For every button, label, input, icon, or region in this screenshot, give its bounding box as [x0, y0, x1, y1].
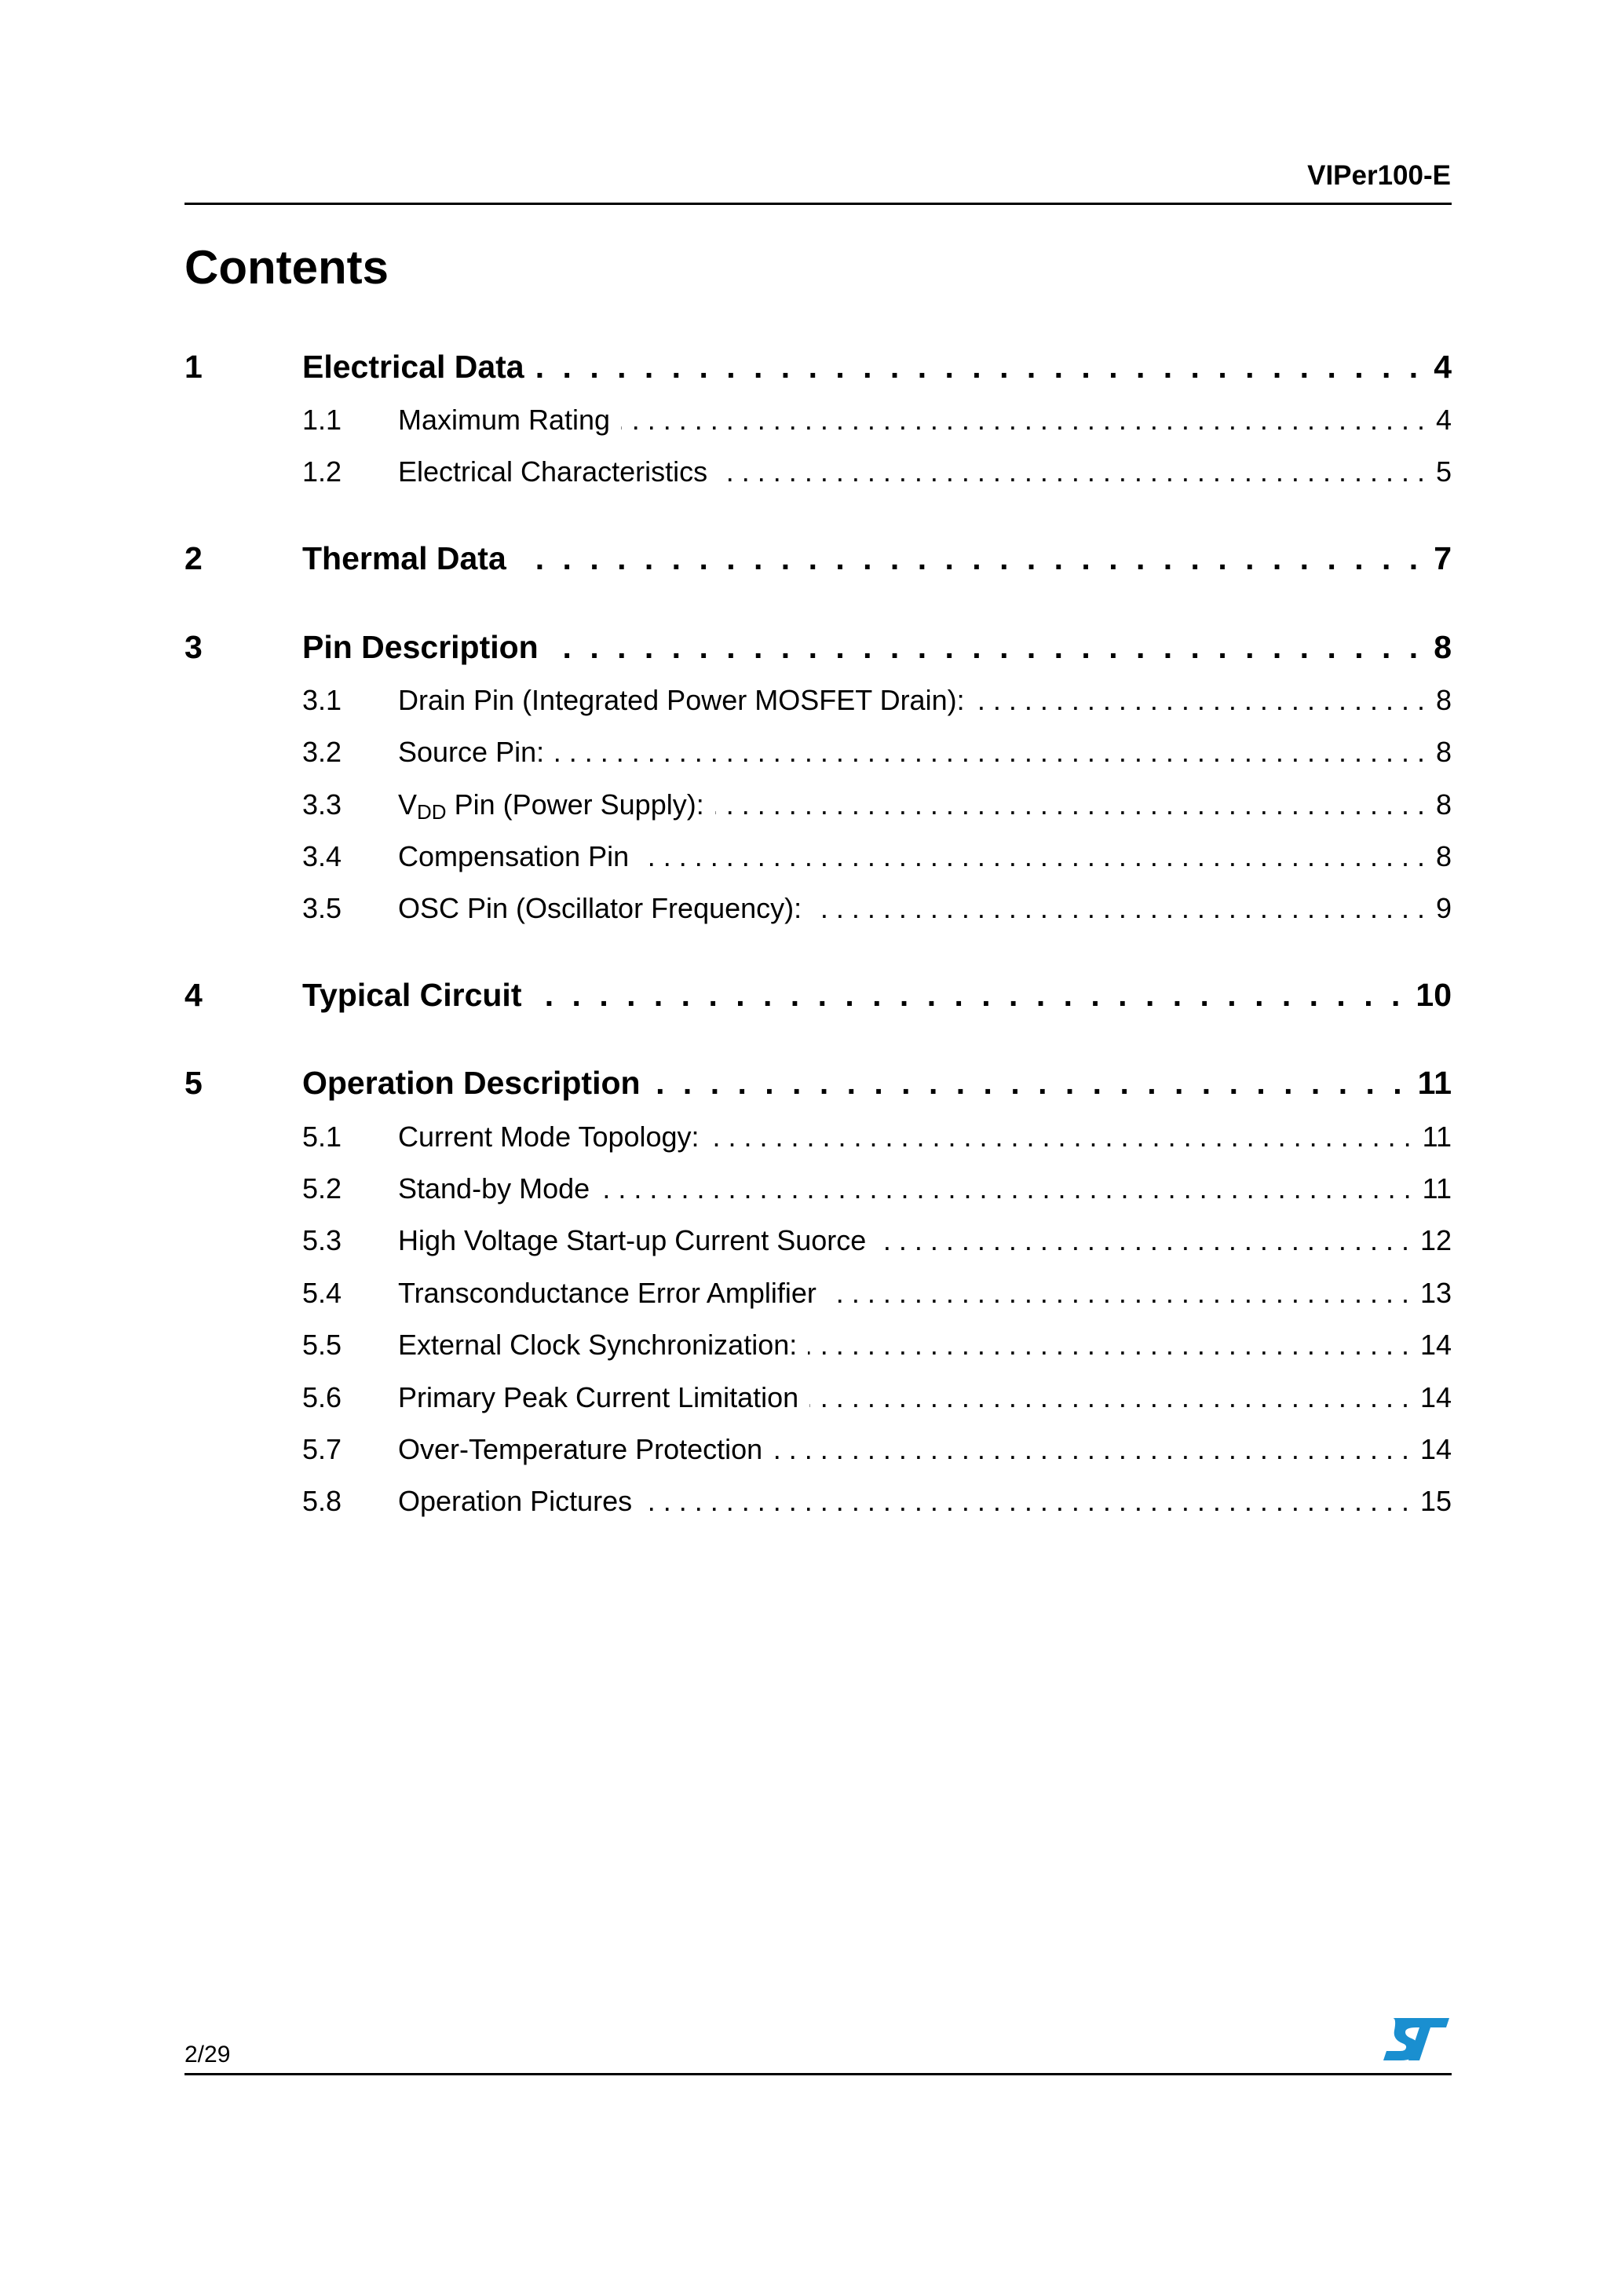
toc-entry-3-4[interactable] [184, 840, 1452, 879]
toc-entry-5-4[interactable] [184, 1277, 1452, 1316]
toc-label: Stand-by Mode [398, 1172, 590, 1205]
toc-entry-5-5[interactable] [184, 1329, 1452, 1368]
toc-leader-dots [532, 977, 1405, 1014]
toc-page-number: 4 [1434, 349, 1452, 385]
toc-label: Compensation Pin [398, 840, 630, 872]
st-logo-icon [1382, 2016, 1451, 2062]
toc-label: OSC Pin (Oscillator Frequency): [398, 892, 802, 924]
toc-label: Transconductance Error Amplifier [398, 1277, 816, 1309]
toc-page-number: 14 [1419, 1329, 1452, 1361]
toc-entry-3-2[interactable] [184, 736, 1452, 775]
toc-number: 4 [184, 977, 203, 1013]
page-title: Contents [184, 241, 389, 294]
toc-number: 5.1 [302, 1121, 342, 1153]
toc-entry-3-5[interactable] [184, 892, 1452, 931]
toc-leader-dots [809, 1381, 1409, 1414]
toc-entry-5-6[interactable] [184, 1381, 1452, 1420]
toc-label [398, 788, 704, 824]
toc-leader-dots [711, 1121, 1412, 1153]
toc-label-subscript: DD [417, 800, 447, 824]
toc-page-number: 8 [1434, 629, 1452, 665]
toc-label: Operation Description [302, 1065, 641, 1101]
toc-label: High Voltage Start-up Current Suorce [398, 1224, 867, 1256]
toc-number: 5 [184, 1065, 203, 1101]
toc-entry-3-1[interactable] [184, 684, 1452, 723]
toc-leader-dots [652, 1065, 1407, 1102]
toc-label: Thermal Data [302, 540, 506, 576]
toc-number: 3 [184, 629, 203, 665]
toc-page-number: 13 [1419, 1277, 1452, 1309]
toc-label: Operation Pictures [398, 1485, 633, 1517]
toc-number: 5.2 [302, 1172, 342, 1205]
toc-number: 5.8 [302, 1485, 342, 1517]
toc-page-number: 10 [1416, 977, 1452, 1013]
toc-label: Primary Peak Current Limitation [398, 1381, 799, 1413]
toc-page-number: 11 [1422, 1172, 1452, 1205]
toc-page-number: 11 [1417, 1065, 1452, 1101]
toc-label: Pin Description [302, 629, 539, 665]
toc-page-number: 9 [1435, 892, 1452, 924]
toc-label: Electrical Characteristics [398, 455, 708, 488]
toc-page-number: 8 [1435, 788, 1452, 821]
toc-label: Source Pin: [398, 736, 545, 768]
toc-number: 1 [184, 349, 203, 385]
toc-leader-dots [517, 540, 1423, 577]
toc-leader-dots [976, 684, 1425, 717]
toc-entry-5-1[interactable] [184, 1121, 1452, 1160]
toc-entry-5-2[interactable] [184, 1172, 1452, 1212]
document-id: VIPer100-E [1307, 160, 1451, 191]
toc-label: Maximum Rating [398, 404, 611, 436]
toc-entry-2[interactable] [184, 540, 1452, 579]
toc-entry-1-1[interactable] [184, 404, 1452, 443]
header-rule [184, 203, 1452, 205]
toc-number: 5.5 [302, 1329, 342, 1361]
toc-entry-1[interactable] [184, 349, 1452, 388]
toc-label: Over-Temperature Protection [398, 1433, 763, 1465]
toc-label: External Clock Synchronization: [398, 1329, 798, 1361]
toc-leader-dots [827, 1277, 1409, 1310]
toc-page-number: 14 [1419, 1381, 1452, 1413]
toc-entry-5-7[interactable] [184, 1433, 1452, 1472]
footer-page-number: 2/29 [184, 2042, 231, 2067]
toc-label: Electrical Data [302, 349, 524, 385]
toc-leader-dots [550, 629, 1423, 666]
toc-page-number: 14 [1419, 1433, 1452, 1465]
toc-page-number: 15 [1419, 1485, 1452, 1517]
toc-number: 5.4 [302, 1277, 342, 1309]
toc-entry-5-3[interactable] [184, 1224, 1452, 1263]
toc-number: 3.3 [302, 788, 342, 821]
toc-leader-dots [601, 1172, 1411, 1205]
toc-leader-dots [621, 404, 1425, 437]
toc-page-number: 4 [1435, 404, 1452, 436]
toc-entry-5[interactable] [184, 1065, 1452, 1104]
toc-number: 3.1 [302, 684, 342, 716]
toc-page-number: 11 [1422, 1121, 1452, 1153]
toc-page-number: 7 [1434, 540, 1452, 576]
toc-number: 3.4 [302, 840, 342, 872]
toc-number: 1.1 [302, 404, 342, 436]
toc-label: Drain Pin (Integrated Power MOSFET Drain): [398, 684, 965, 716]
toc-entry-3[interactable] [184, 629, 1452, 668]
toc-leader-dots [643, 1485, 1409, 1518]
toc-leader-dots [535, 349, 1423, 386]
toc-leader-dots [877, 1224, 1409, 1257]
footer-rule [184, 2073, 1452, 2075]
toc-entry-4[interactable] [184, 977, 1452, 1016]
toc-page-number: 8 [1435, 684, 1452, 716]
toc-label: Current Mode Topology: [398, 1121, 700, 1153]
toc-entry-1-2[interactable] [184, 455, 1452, 495]
toc-number: 5.6 [302, 1381, 342, 1413]
toc-entry-3-3[interactable] [184, 788, 1452, 828]
toc-leader-dots [773, 1433, 1409, 1466]
toc-leader-dots [813, 892, 1425, 925]
toc-label-suffix: Pin (Power Supply): [446, 788, 704, 821]
toc-leader-dots [808, 1329, 1409, 1362]
toc-leader-dots [715, 788, 1425, 821]
toc-number: 5.3 [302, 1224, 342, 1256]
toc-number: 5.7 [302, 1433, 342, 1465]
toc-leader-dots [555, 736, 1425, 769]
toc-number: 3.2 [302, 736, 342, 768]
toc-label: Typical Circuit [302, 977, 522, 1013]
toc-page-number: 8 [1435, 736, 1452, 768]
toc-number: 2 [184, 540, 203, 576]
toc-page-number: 12 [1419, 1224, 1452, 1256]
toc-leader-dots [718, 455, 1425, 488]
toc-entry-5-8[interactable] [184, 1485, 1452, 1524]
toc-number: 1.2 [302, 455, 342, 488]
toc-number: 3.5 [302, 892, 342, 924]
toc-leader-dots [640, 840, 1425, 873]
toc-label-prefix: V [398, 788, 418, 821]
toc-page-number: 5 [1435, 455, 1452, 488]
toc-page-number: 8 [1435, 840, 1452, 872]
